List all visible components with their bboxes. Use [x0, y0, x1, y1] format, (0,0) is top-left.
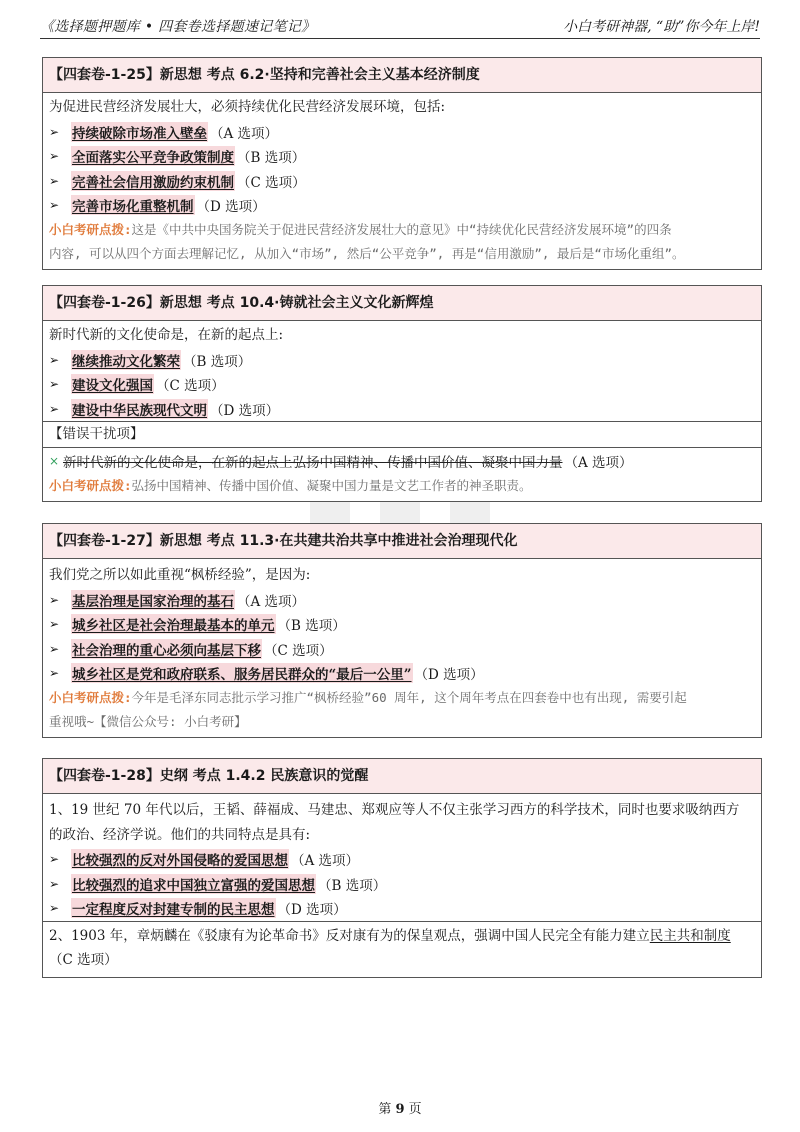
question-title: 【四套卷-1-28】史纲 考点 1.4.2 民族意识的觉醒	[43, 759, 761, 794]
header-slogan: 小白考研神器, “助”你今年上岸!	[563, 19, 760, 35]
tip-note-line2: 内容, 可以从四个方面去理解记忆, 从加入“市场”, 然后“公平竞争”, 再是“信用激励”, 最后是“市场化重组”。	[49, 245, 685, 261]
page-header	[40, 10, 760, 39]
answer-item: ➢ 完善社会信用激励约束机制 （C 选项）	[43, 169, 761, 194]
question-1-stem-line2: 的政治、经济学说。他们的共同特点是具有:	[49, 826, 311, 843]
header-book-title: 《选择题押题库 • 四套卷选择题速记笔记》	[40, 19, 316, 35]
question-2-stem-line1: 2、1903 年，章炳麟在《驳康有为论革命书》反对康有为的保皇观点，强调中国人民完全有能力建立民主共和制度	[49, 927, 731, 944]
question-title: 【四套卷-1-25】新思想 考点 6.2·坚持和完善社会主义基本经济制度	[43, 58, 761, 93]
answer-item: ➢ 比较强烈的追求中国独立富强的爱国思想 （B 选项）	[43, 872, 761, 897]
question-box-1-25	[42, 57, 762, 270]
arrow-bullet-icon: ➢	[49, 592, 60, 607]
answer-item: ➢ 一定程度反对封建专制的民主思想 （D 选项）	[43, 896, 761, 921]
arrow-bullet-icon: ➢	[49, 641, 60, 656]
answer-item: ➢ 城乡社区是社会治理最基本的单元 （B 选项）	[43, 612, 761, 637]
section-divider	[43, 921, 761, 922]
question-box-1-27	[42, 523, 762, 738]
answer-item: ➢ 持续破除市场准入壁垒 （A 选项）	[43, 120, 761, 145]
answer-item: ➢ 基层治理是国家治理的基石 （A 选项）	[43, 588, 761, 613]
answer-item: ➢ 城乡社区是党和政府联系、服务居民群众的“最后一公里” （D 选项）	[43, 661, 761, 686]
wrong-option-item: × 新时代新的文化使命是，在新的起点上弘扬中国精神、传播中国价值、凝聚中国力量 （A 选项）	[49, 453, 633, 471]
arrow-bullet-icon: ➢	[49, 617, 60, 632]
page-number: 第 9 页	[378, 1102, 422, 1117]
answer-item: ➢ 建设文化强国 （C 选项）	[43, 372, 761, 397]
question-intro: 新时代新的文化使命是，在新的起点上:	[49, 327, 284, 343]
answer-item: ➢ 建设中华民族现代文明 （D 选项）	[43, 397, 761, 422]
wrong-options-heading: 【错误干扰项】	[49, 426, 144, 442]
arrow-bullet-icon: ➢	[49, 852, 60, 867]
tip-note: 小白考研点拨:弘扬中国精神、传播中国价值、凝聚中国力量是文艺工作者的神圣职责。	[49, 477, 532, 493]
answer-item: ➢ 完善市场化重整机制 （D 选项）	[43, 193, 761, 218]
arrow-bullet-icon: ➢	[49, 901, 60, 916]
answer-item: ➢ 比较强烈的反对外国侵略的爱国思想 （A 选项）	[43, 847, 761, 872]
arrow-bullet-icon: ➢	[49, 876, 60, 891]
tip-note: 小白考研点拨:今年是毛泽东同志批示学习推广“枫桥经验”60 周年, 这个周年考点在四套卷中也有出现, 需要引起	[49, 689, 687, 705]
tip-label: 小白考研点拨:	[49, 477, 132, 493]
cross-icon: ×	[49, 453, 60, 468]
tip-note-line2: 重视哦~【微信公众号: 小白考研】	[49, 713, 247, 729]
question-2-option: （C 选项）	[49, 952, 118, 968]
answer-item: ➢ 社会治理的重心必须向基层下移 （C 选项）	[43, 637, 761, 662]
tip-note: 小白考研点拨:这是《中共中央国务院关于促进民营经济发展壮大的意见》中“持续优化民营经济发展环境”的四条	[49, 221, 672, 237]
arrow-bullet-icon: ➢	[49, 198, 60, 213]
answer-item: ➢ 全面落实公平竞争政策制度 （B 选项）	[43, 144, 761, 169]
question-1-stem-line1: 1、19 世纪 70 年代以后，王韬、薛福成、马建忠、郑观应等人不仅主张学习西方的科学技术，同时也要求吸纳西方	[49, 802, 740, 818]
question-intro: 为促进民营经济发展壮大，必须持续优化民营经济发展环境，包括:	[49, 99, 446, 115]
arrow-bullet-icon: ➢	[49, 124, 60, 139]
question-title: 【四套卷-1-27】新思想 考点 11.3·在共建共治共享中推进社会治理现代化	[43, 524, 761, 559]
question-intro: 我们党之所以如此重视“枫桥经验”，是因为:	[49, 567, 311, 583]
arrow-bullet-icon: ➢	[49, 173, 60, 188]
question-title: 【四套卷-1-26】新思想 考点 10.4·铸就社会主义文化新辉煌	[43, 286, 761, 321]
answer-item: ➢ 继续推动文化繁荣 （B 选项）	[43, 348, 761, 373]
arrow-bullet-icon: ➢	[49, 666, 60, 681]
question-box-1-28	[42, 758, 762, 978]
arrow-bullet-icon: ➢	[49, 149, 60, 164]
arrow-bullet-icon: ➢	[49, 401, 60, 416]
arrow-bullet-icon: ➢	[49, 377, 60, 392]
arrow-bullet-icon: ➢	[49, 352, 60, 367]
question-box-1-26	[42, 285, 762, 502]
tip-label: 小白考研点拨:	[49, 689, 132, 705]
tip-label: 小白考研点拨:	[49, 221, 132, 237]
key-term: 民主共和制度	[649, 927, 731, 944]
